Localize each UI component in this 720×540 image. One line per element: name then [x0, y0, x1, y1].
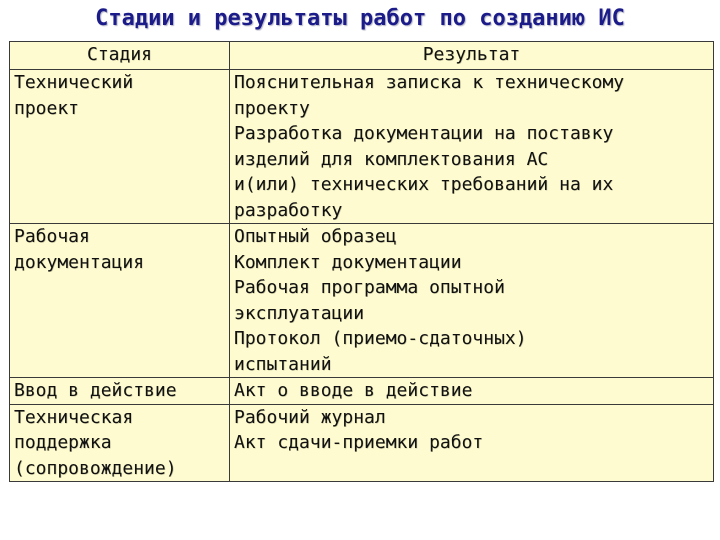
- stage-text: документация: [14, 251, 145, 273]
- result-cell: [230, 378, 714, 405]
- result-text: проекту: [234, 97, 310, 119]
- table-row: [10, 404, 714, 482]
- stage-cell: [10, 404, 230, 482]
- stage-cell: [10, 224, 230, 378]
- table-row: [10, 224, 714, 378]
- result-text: разработку: [234, 199, 343, 221]
- stage-text: (сопровождение): [14, 457, 177, 479]
- result-text: Разработка документации на поставку: [234, 123, 614, 144]
- slide-title: Стадии и результаты работ по созданию ИС: [95, 6, 625, 31]
- header-result: Результат: [230, 42, 714, 70]
- result-text: изделий для комплектования АС: [234, 148, 549, 170]
- result-text: Акт сдачи-приемки работ: [234, 432, 484, 453]
- result-text: Опытный образец: [234, 226, 397, 247]
- result-text: Рабочий журнал: [234, 406, 386, 428]
- result-cell: [230, 224, 714, 378]
- result-text: испытаний: [234, 353, 332, 375]
- stage-text: Рабочая: [14, 226, 90, 247]
- table-row: [10, 70, 714, 224]
- stage-text: Техническая: [14, 406, 134, 428]
- stage-text: Технический: [14, 72, 134, 93]
- result-text: Акт о вводе в действие: [234, 380, 473, 401]
- result-cell: [230, 70, 714, 224]
- result-text: Пояснительная записка к техническому: [234, 72, 625, 93]
- stage-text: поддержка: [14, 432, 112, 453]
- table-header-row: [10, 42, 714, 70]
- stage-cell: [10, 70, 230, 224]
- table-row: [10, 378, 714, 405]
- result-text: Комплект документации: [234, 251, 462, 273]
- stage-text: проект: [14, 97, 80, 119]
- result-text: Рабочая программа опытной: [234, 277, 505, 298]
- result-cell: [230, 404, 714, 482]
- stage-cell: [10, 378, 230, 405]
- result-text: Протокол (приемо-сдаточных): [234, 328, 527, 349]
- stage-text: Ввод в действие: [14, 380, 177, 401]
- result-text: эксплуатации: [234, 302, 365, 324]
- stages-results-table: [9, 41, 714, 482]
- header-stage: Стадия: [10, 42, 230, 70]
- result-text: и(или) технических требований на их: [234, 174, 614, 195]
